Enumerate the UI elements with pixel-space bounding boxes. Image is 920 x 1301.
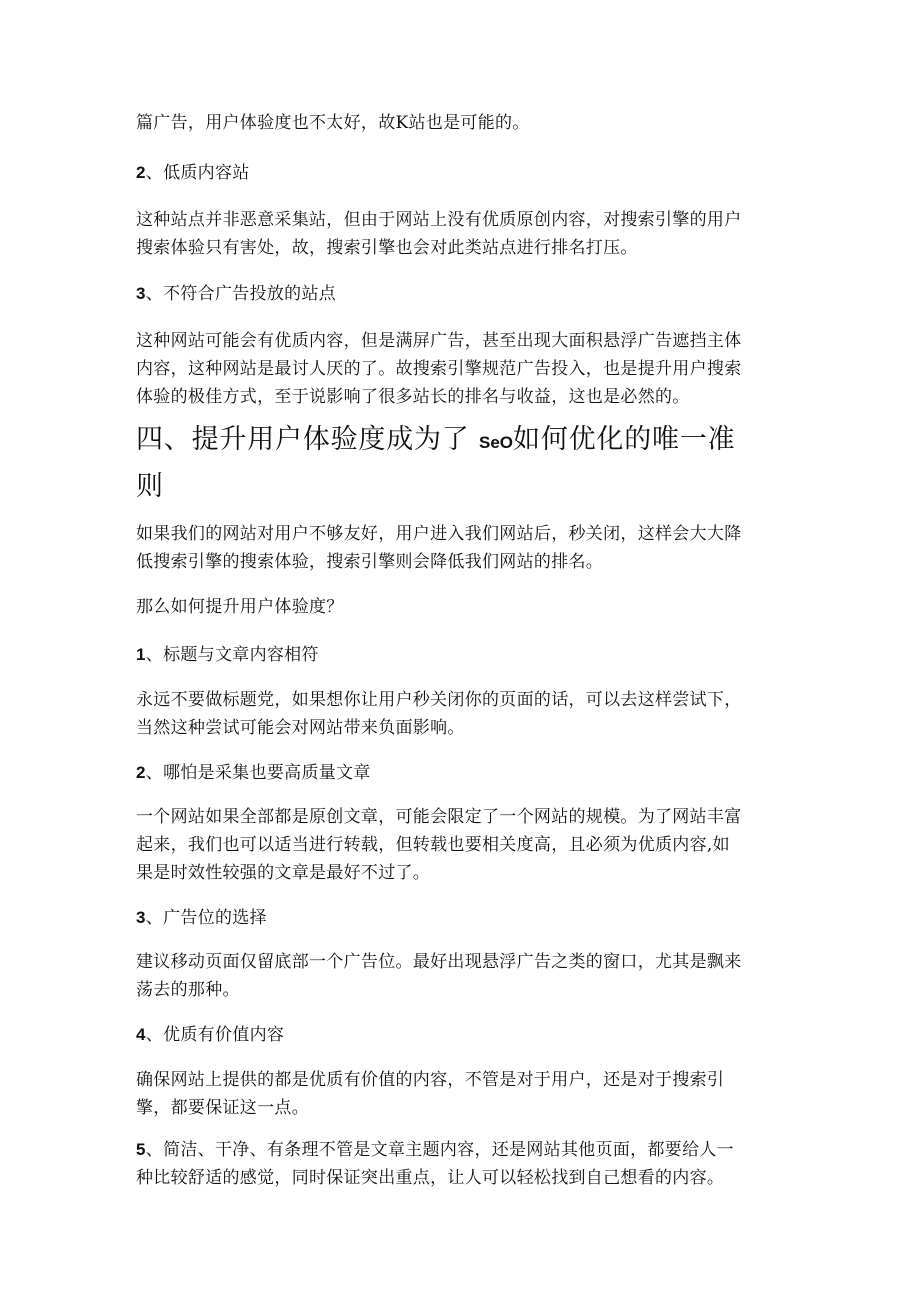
text-line: 一个网站如果全部都是原创文章，可能会限定了一个网站的规模。为了网站丰富 [136, 807, 742, 827]
text-line: 永远不要做标题党，如果想你让用户秒关闭你的页面的话，可以去这样尝试下， [136, 690, 742, 710]
text-line: 篇广告，用户体验度也不太好，故K站也是可能的。 [136, 113, 530, 133]
list-heading-2 [136, 159, 796, 187]
list-heading-text: 、哪怕是采集也要高质量文章 [145, 763, 371, 783]
paragraph-question [136, 593, 796, 621]
list-number: 1 [136, 645, 146, 664]
section-heading [136, 418, 796, 509]
text-line: 果是时效性较强的文章是最好不过了。 [136, 863, 431, 883]
heading-line [136, 418, 796, 465]
text-line: 建议移动页面仅留底部一个广告位。最好出现悬浮广告之类的窗口，尤其是飘来 [136, 952, 742, 972]
paragraph-intro [136, 109, 796, 137]
list-heading-s2 [136, 759, 796, 787]
paragraph-valuable-content [136, 1066, 796, 1122]
text-line [136, 1136, 796, 1164]
text-line: 荡去的那种。 [136, 980, 240, 1000]
text-line: 起来，我们也可以适当进行转载，但转载也要相关度高，且必须为优质内容,如 [136, 835, 730, 855]
text-line: 这种网站可能会有优质内容，但是满屏广告，甚至出现大面积悬浮广告遮挡主体 [136, 331, 742, 351]
list-heading-3 [136, 280, 796, 308]
list-heading-s1 [136, 641, 796, 669]
heading-line: 则 [136, 471, 164, 502]
list-number: 3 [136, 908, 146, 927]
text-line: 擎，都要保证这一点。 [136, 1098, 309, 1118]
heading-prefix: 四、提升用户体验度成为了 [136, 424, 479, 455]
list-number: 4 [136, 1025, 146, 1044]
paragraph-user-friendly [136, 520, 796, 576]
text-line: 搜索体验只有害处，故，搜索引擎也会对此类站点进行排名打压。 [136, 238, 638, 258]
paragraph-quality-articles [136, 803, 796, 887]
paragraph-ad-position [136, 948, 796, 1004]
heading-suffix: 如何优化的唯一准 [513, 424, 736, 455]
paragraph-clean-design [136, 1136, 796, 1192]
text-line: 内容，这种网站是最讨人厌的了。故搜索引擎规范广告投入，也是提升用户搜索 [136, 359, 742, 379]
list-heading-text: 、广告位的选择 [145, 908, 267, 928]
list-number: 5 [136, 1140, 146, 1159]
text-line: 如果我们的网站对用户不够友好，用户进入我们网站后，秒关闭，这样会大大降 [136, 524, 742, 544]
list-heading-text: 、优质有价值内容 [145, 1025, 285, 1045]
list-number: 3 [136, 284, 146, 303]
text-line: 那么如何提升用户体验度？ [136, 597, 344, 617]
paragraph-low-quality [136, 206, 796, 262]
list-heading-s3 [136, 904, 796, 932]
text-line: 当然这种尝试可能会对网站带来负面影响。 [136, 718, 465, 738]
list-number: 2 [136, 163, 146, 182]
list-heading-text: 、不符合广告投放的站点 [145, 284, 337, 304]
heading-seo: SeO [478, 433, 514, 452]
text-line: 确保网站上提供的都是优质有价值的内容，不管是对于用户，还是对于搜索引 [136, 1070, 725, 1090]
list-heading-text: 、低质内容站 [145, 163, 250, 183]
list-heading-text: 、标题与文章内容相符 [145, 645, 319, 665]
text-segment: 、简洁、干净、有条理不管是文章主题内容，还是网站其他页面，都要给人一 [145, 1140, 734, 1160]
text-line: 种比较舒适的感觉，同时保证突出重点，让人可以轻松找到自己想看的内容。 [136, 1168, 725, 1188]
list-heading-s4 [136, 1021, 796, 1049]
list-number: 2 [136, 763, 146, 782]
paragraph-ads [136, 327, 796, 411]
text-line: 低搜索引擎的搜索体验，搜索引擎则会降低我们网站的排名。 [136, 552, 604, 572]
text-line: 这种站点并非恶意采集站，但由于网站上没有优质原创内容，对搜索引擎的用户 [136, 210, 742, 230]
text-line: 体验的极佳方式，至于说影响了很多站长的排名与收益，这也是必然的。 [136, 387, 690, 407]
paragraph-title-match [136, 686, 796, 742]
